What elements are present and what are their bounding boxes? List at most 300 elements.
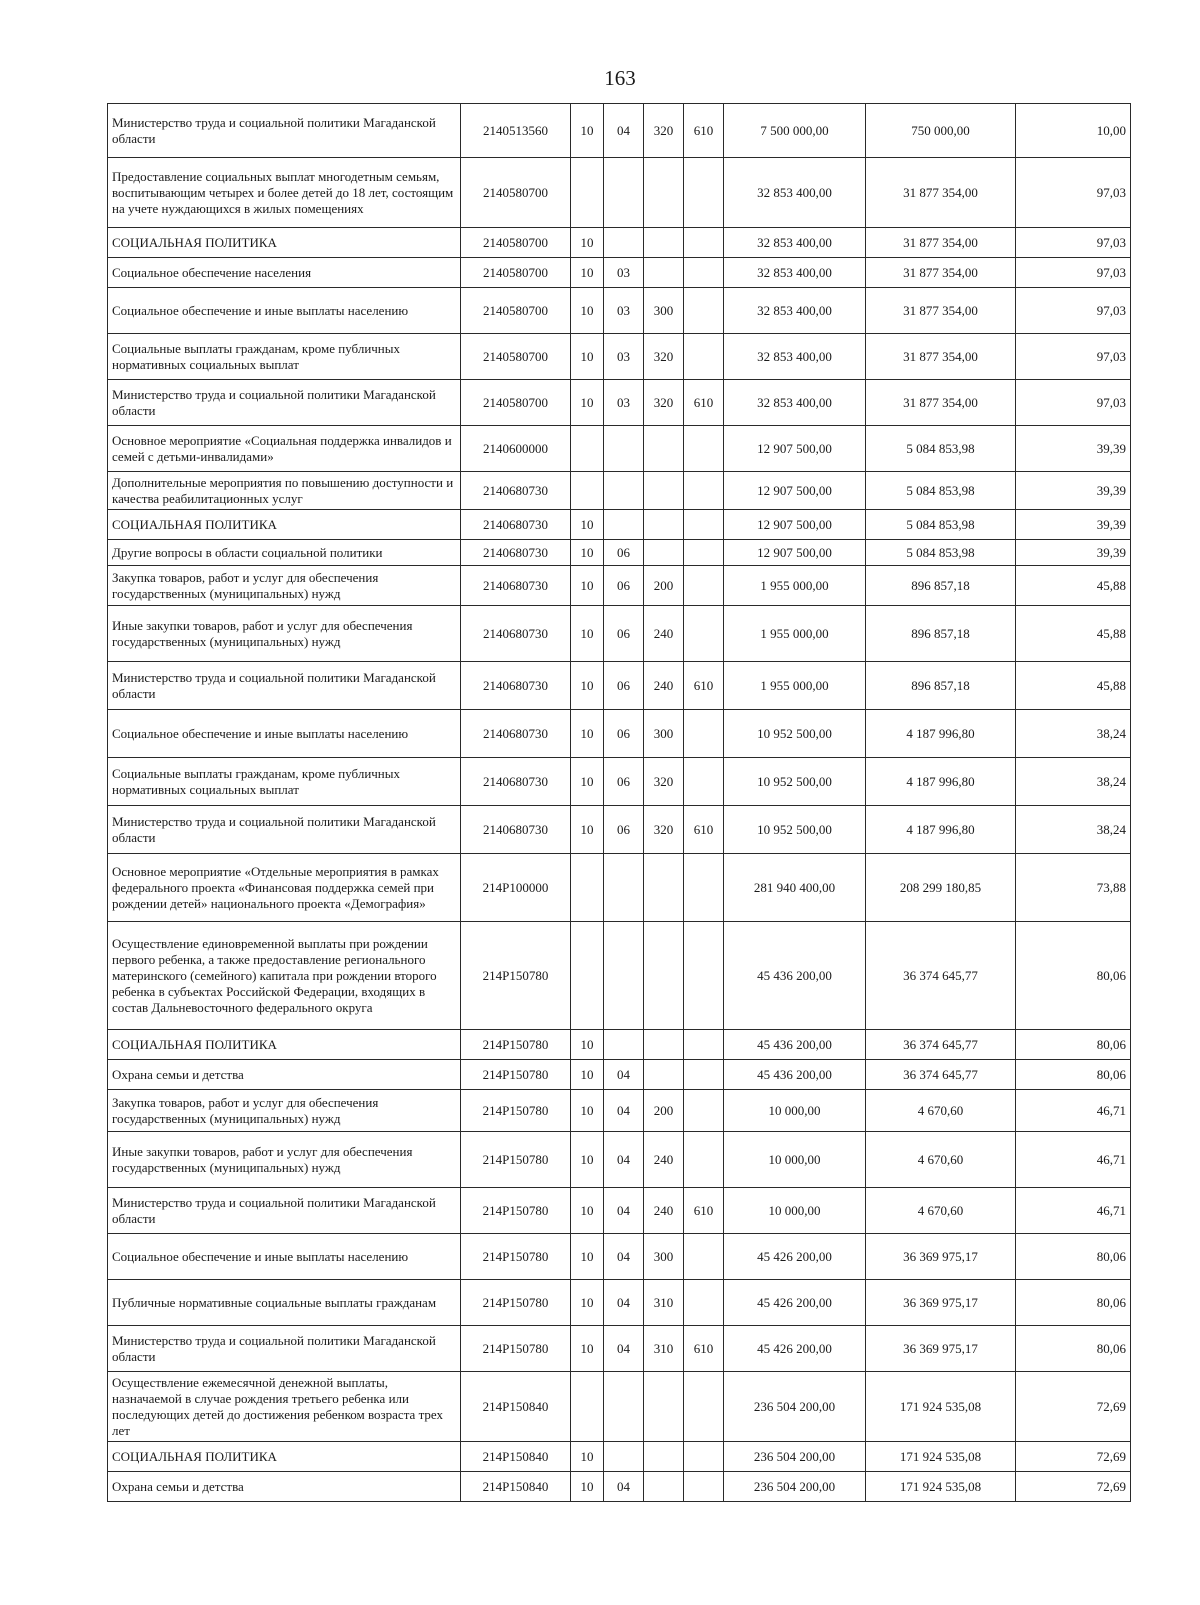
cell-name: СОЦИАЛЬНАЯ ПОЛИТИКА	[108, 228, 461, 258]
cell-pct: 80,06	[1016, 1234, 1131, 1280]
cell-vr	[644, 1060, 684, 1090]
cell-pct: 10,00	[1016, 104, 1131, 158]
cell-code: 2140580700	[461, 158, 571, 228]
cell-plan: 12 907 500,00	[724, 510, 866, 540]
cell-pr: 03	[604, 288, 644, 334]
cell-pr: 06	[604, 540, 644, 566]
cell-fact: 36 374 645,77	[866, 1060, 1016, 1090]
cell-pr: 06	[604, 758, 644, 806]
cell-pct: 38,24	[1016, 758, 1131, 806]
cell-pr	[604, 1442, 644, 1472]
cell-pct: 45,88	[1016, 606, 1131, 662]
cell-code: 2140580700	[461, 288, 571, 334]
cell-grbs	[684, 606, 724, 662]
cell-rz	[571, 1372, 604, 1442]
table-row	[108, 922, 1131, 1030]
cell-code: 214P150780	[461, 1060, 571, 1090]
table-row	[108, 1234, 1131, 1280]
cell-code: 214P150780	[461, 1326, 571, 1372]
cell-pct: 97,03	[1016, 158, 1131, 228]
cell-fact: 4 670,60	[866, 1090, 1016, 1132]
cell-plan: 236 504 200,00	[724, 1372, 866, 1442]
cell-grbs	[684, 1234, 724, 1280]
cell-plan: 45 426 200,00	[724, 1234, 866, 1280]
cell-vr	[644, 228, 684, 258]
cell-pr: 04	[604, 1234, 644, 1280]
cell-plan: 10 000,00	[724, 1132, 866, 1188]
cell-fact: 4 187 996,80	[866, 710, 1016, 758]
cell-pct: 39,39	[1016, 510, 1131, 540]
cell-vr	[644, 1030, 684, 1060]
cell-rz: 10	[571, 258, 604, 288]
cell-pr: 04	[604, 1280, 644, 1326]
cell-vr: 320	[644, 806, 684, 854]
table-row	[108, 472, 1131, 510]
cell-rz: 10	[571, 1280, 604, 1326]
cell-rz: 10	[571, 1442, 604, 1472]
cell-plan: 10 952 500,00	[724, 710, 866, 758]
cell-name: СОЦИАЛЬНАЯ ПОЛИТИКА	[108, 510, 461, 540]
table-row	[108, 334, 1131, 380]
cell-vr: 300	[644, 1234, 684, 1280]
cell-pct: 46,71	[1016, 1090, 1131, 1132]
cell-fact: 5 084 853,98	[866, 510, 1016, 540]
cell-grbs: 610	[684, 1188, 724, 1234]
cell-pct: 73,88	[1016, 854, 1131, 922]
cell-pr: 03	[604, 380, 644, 426]
table-row	[108, 662, 1131, 710]
cell-name: Иные закупки товаров, работ и услуг для обеспечения государственных (муниципальных) нужд	[108, 1132, 461, 1188]
cell-name: Социальное обеспечение населения	[108, 258, 461, 288]
cell-pct: 97,03	[1016, 228, 1131, 258]
cell-rz: 10	[571, 1060, 604, 1090]
cell-fact: 5 084 853,98	[866, 426, 1016, 472]
cell-rz: 10	[571, 1030, 604, 1060]
cell-plan: 12 907 500,00	[724, 426, 866, 472]
cell-pr	[604, 472, 644, 510]
cell-plan: 45 436 200,00	[724, 1030, 866, 1060]
table-row	[108, 710, 1131, 758]
cell-grbs	[684, 1060, 724, 1090]
cell-rz: 10	[571, 1188, 604, 1234]
cell-vr: 200	[644, 566, 684, 606]
cell-pct: 38,24	[1016, 710, 1131, 758]
cell-pct: 39,39	[1016, 426, 1131, 472]
cell-name: Закупка товаров, работ и услуг для обеспечения государственных (муниципальных) нужд	[108, 1090, 461, 1132]
cell-vr: 240	[644, 1132, 684, 1188]
cell-fact: 171 924 535,08	[866, 1442, 1016, 1472]
cell-rz: 10	[571, 1472, 604, 1502]
table-row	[108, 1030, 1131, 1060]
cell-rz: 10	[571, 228, 604, 258]
cell-fact: 31 877 354,00	[866, 288, 1016, 334]
cell-plan: 10 952 500,00	[724, 758, 866, 806]
cell-name: Публичные нормативные социальные выплаты гражданам	[108, 1280, 461, 1326]
cell-pr: 04	[604, 1132, 644, 1188]
cell-name: Иные закупки товаров, работ и услуг для обеспечения государственных (муниципальных) нужд	[108, 606, 461, 662]
cell-fact: 208 299 180,85	[866, 854, 1016, 922]
cell-fact: 171 924 535,08	[866, 1472, 1016, 1502]
cell-code: 214P150780	[461, 1090, 571, 1132]
cell-pr	[604, 854, 644, 922]
cell-pr: 06	[604, 606, 644, 662]
cell-fact: 5 084 853,98	[866, 540, 1016, 566]
table-row	[108, 854, 1131, 922]
cell-code: 2140513560	[461, 104, 571, 158]
cell-pct: 80,06	[1016, 1280, 1131, 1326]
cell-vr	[644, 472, 684, 510]
cell-code: 2140600000	[461, 426, 571, 472]
table-row	[108, 1188, 1131, 1234]
cell-plan: 45 436 200,00	[724, 922, 866, 1030]
cell-fact: 36 369 975,17	[866, 1280, 1016, 1326]
cell-rz: 10	[571, 662, 604, 710]
cell-pct: 97,03	[1016, 258, 1131, 288]
cell-grbs	[684, 758, 724, 806]
cell-pct: 45,88	[1016, 566, 1131, 606]
cell-pr: 06	[604, 710, 644, 758]
cell-fact: 4 670,60	[866, 1188, 1016, 1234]
cell-plan: 12 907 500,00	[724, 472, 866, 510]
cell-pr: 06	[604, 662, 644, 710]
cell-plan: 32 853 400,00	[724, 228, 866, 258]
cell-code: 214P150780	[461, 922, 571, 1030]
cell-name: СОЦИАЛЬНАЯ ПОЛИТИКА	[108, 1030, 461, 1060]
table-row	[108, 540, 1131, 566]
table-body	[108, 104, 1131, 1502]
cell-code: 214P150840	[461, 1472, 571, 1502]
cell-rz: 10	[571, 1090, 604, 1132]
cell-vr: 310	[644, 1280, 684, 1326]
cell-pct: 39,39	[1016, 540, 1131, 566]
cell-pr	[604, 158, 644, 228]
cell-name: Министерство труда и социальной политики Магаданской области	[108, 1188, 461, 1234]
cell-code: 2140680730	[461, 510, 571, 540]
cell-pct: 80,06	[1016, 1060, 1131, 1090]
cell-vr: 200	[644, 1090, 684, 1132]
cell-vr: 300	[644, 288, 684, 334]
cell-grbs: 610	[684, 662, 724, 710]
cell-pr: 04	[604, 1090, 644, 1132]
cell-code: 2140680730	[461, 806, 571, 854]
cell-fact: 4 187 996,80	[866, 758, 1016, 806]
cell-name: Дополнительные мероприятия по повышению доступности и качества реабилитационных услуг	[108, 472, 461, 510]
cell-vr	[644, 1372, 684, 1442]
cell-name: Министерство труда и социальной политики Магаданской области	[108, 380, 461, 426]
cell-vr	[644, 1472, 684, 1502]
cell-fact: 36 374 645,77	[866, 1030, 1016, 1060]
cell-pct: 46,71	[1016, 1188, 1131, 1234]
cell-code: 2140580700	[461, 334, 571, 380]
cell-name: Охрана семьи и детства	[108, 1472, 461, 1502]
cell-grbs	[684, 1090, 724, 1132]
cell-plan: 236 504 200,00	[724, 1442, 866, 1472]
cell-rz	[571, 472, 604, 510]
cell-vr: 240	[644, 606, 684, 662]
cell-rz: 10	[571, 334, 604, 380]
cell-fact: 896 857,18	[866, 566, 1016, 606]
cell-code: 214P150780	[461, 1030, 571, 1060]
cell-code: 2140680730	[461, 758, 571, 806]
cell-pct: 46,71	[1016, 1132, 1131, 1188]
cell-grbs	[684, 334, 724, 380]
cell-code: 214P150780	[461, 1132, 571, 1188]
cell-pct: 39,39	[1016, 472, 1131, 510]
cell-grbs	[684, 1372, 724, 1442]
cell-rz: 10	[571, 1326, 604, 1372]
cell-rz: 10	[571, 606, 604, 662]
cell-plan: 32 853 400,00	[724, 158, 866, 228]
cell-fact: 31 877 354,00	[866, 228, 1016, 258]
table-row	[108, 510, 1131, 540]
cell-grbs	[684, 1030, 724, 1060]
cell-grbs	[684, 510, 724, 540]
cell-pr: 03	[604, 334, 644, 380]
cell-plan: 1 955 000,00	[724, 566, 866, 606]
cell-pr: 04	[604, 1060, 644, 1090]
table-row	[108, 1442, 1131, 1472]
cell-fact: 31 877 354,00	[866, 380, 1016, 426]
cell-pct: 38,24	[1016, 806, 1131, 854]
cell-pct: 80,06	[1016, 1030, 1131, 1060]
cell-name: СОЦИАЛЬНАЯ ПОЛИТИКА	[108, 1442, 461, 1472]
cell-name: Социальное обеспечение и иные выплаты населению	[108, 1234, 461, 1280]
cell-pr	[604, 228, 644, 258]
cell-grbs	[684, 288, 724, 334]
cell-fact: 4 670,60	[866, 1132, 1016, 1188]
cell-name: Министерство труда и социальной политики Магаданской области	[108, 662, 461, 710]
table-row	[108, 426, 1131, 472]
cell-name: Осуществление единовременной выплаты при рождении первого ребенка, а также предоставление регионального материнского (семейного) капитала при рождении второго ребенка в субъектах Российской Федерации, входящих в состав Дальневосточного федерального округа	[108, 922, 461, 1030]
cell-name: Министерство труда и социальной политики Магаданской области	[108, 1326, 461, 1372]
cell-plan: 32 853 400,00	[724, 258, 866, 288]
cell-code: 214P150840	[461, 1372, 571, 1442]
cell-name: Осуществление ежемесячной денежной выплаты, назначаемой в случае рождения третьего ребенка или последующих детей до достижения ребенком возраста трех лет	[108, 1372, 461, 1442]
cell-rz: 10	[571, 1132, 604, 1188]
cell-grbs	[684, 854, 724, 922]
cell-grbs	[684, 158, 724, 228]
table-row	[108, 158, 1131, 228]
cell-code: 214P150780	[461, 1188, 571, 1234]
cell-code: 2140680730	[461, 540, 571, 566]
cell-plan: 32 853 400,00	[724, 334, 866, 380]
table-row	[108, 258, 1131, 288]
cell-name: Охрана семьи и детства	[108, 1060, 461, 1090]
cell-plan: 10 000,00	[724, 1090, 866, 1132]
cell-rz: 10	[571, 104, 604, 158]
cell-code: 2140580700	[461, 228, 571, 258]
cell-plan: 281 940 400,00	[724, 854, 866, 922]
cell-vr	[644, 258, 684, 288]
cell-name: Социальное обеспечение и иные выплаты населению	[108, 288, 461, 334]
cell-vr: 320	[644, 758, 684, 806]
cell-plan: 7 500 000,00	[724, 104, 866, 158]
cell-name: Основное мероприятие «Социальная поддержка инвалидов и семей с детьми-инвалидами»	[108, 426, 461, 472]
cell-fact: 36 374 645,77	[866, 922, 1016, 1030]
cell-fact: 31 877 354,00	[866, 334, 1016, 380]
cell-pr: 04	[604, 104, 644, 158]
table-row	[108, 1090, 1131, 1132]
cell-code: 214P150780	[461, 1234, 571, 1280]
cell-vr: 320	[644, 104, 684, 158]
cell-plan: 10 000,00	[724, 1188, 866, 1234]
cell-pct: 97,03	[1016, 380, 1131, 426]
cell-pct: 97,03	[1016, 288, 1131, 334]
cell-vr	[644, 510, 684, 540]
table-row	[108, 566, 1131, 606]
cell-pr	[604, 1372, 644, 1442]
cell-grbs	[684, 426, 724, 472]
cell-vr: 310	[644, 1326, 684, 1372]
cell-plan: 45 436 200,00	[724, 1060, 866, 1090]
table-row	[108, 758, 1131, 806]
cell-fact: 896 857,18	[866, 606, 1016, 662]
cell-pr	[604, 1030, 644, 1060]
cell-pr	[604, 510, 644, 540]
cell-plan: 32 853 400,00	[724, 380, 866, 426]
cell-grbs	[684, 1442, 724, 1472]
table-row	[108, 606, 1131, 662]
cell-code: 2140580700	[461, 258, 571, 288]
cell-pr: 04	[604, 1326, 644, 1372]
cell-pct: 80,06	[1016, 922, 1131, 1030]
cell-code: 214P150840	[461, 1442, 571, 1472]
table-row	[108, 288, 1131, 334]
table-row	[108, 104, 1131, 158]
cell-pr: 04	[604, 1472, 644, 1502]
cell-vr	[644, 1442, 684, 1472]
cell-grbs	[684, 258, 724, 288]
table-row	[108, 1280, 1131, 1326]
cell-rz: 10	[571, 806, 604, 854]
cell-name: Основное мероприятие «Отдельные мероприятия в рамках федерального проекта «Финансовая поддержка семей при рождении детей» национального проекта «Демография»	[108, 854, 461, 922]
cell-vr	[644, 158, 684, 228]
cell-grbs	[684, 1132, 724, 1188]
cell-rz	[571, 854, 604, 922]
budget-table	[107, 103, 1131, 1502]
cell-name: Министерство труда и социальной политики Магаданской области	[108, 806, 461, 854]
cell-grbs	[684, 1280, 724, 1326]
cell-rz: 10	[571, 758, 604, 806]
cell-grbs	[684, 710, 724, 758]
cell-pr: 06	[604, 806, 644, 854]
cell-code: 2140680730	[461, 710, 571, 758]
cell-fact: 36 369 975,17	[866, 1234, 1016, 1280]
cell-rz	[571, 426, 604, 472]
cell-code: 2140680730	[461, 566, 571, 606]
cell-name: Министерство труда и социальной политики Магаданской области	[108, 104, 461, 158]
cell-fact: 4 187 996,80	[866, 806, 1016, 854]
cell-pct: 72,69	[1016, 1372, 1131, 1442]
cell-rz	[571, 922, 604, 1030]
cell-code: 2140580700	[461, 380, 571, 426]
cell-plan: 45 426 200,00	[724, 1280, 866, 1326]
cell-grbs	[684, 472, 724, 510]
cell-pct: 72,69	[1016, 1442, 1131, 1472]
cell-pct: 80,06	[1016, 1326, 1131, 1372]
cell-fact: 31 877 354,00	[866, 258, 1016, 288]
cell-rz: 10	[571, 710, 604, 758]
cell-plan: 32 853 400,00	[724, 288, 866, 334]
cell-code: 2140680730	[461, 606, 571, 662]
cell-plan: 1 955 000,00	[724, 606, 866, 662]
cell-code: 214P100000	[461, 854, 571, 922]
cell-vr: 240	[644, 1188, 684, 1234]
cell-vr	[644, 854, 684, 922]
cell-grbs: 610	[684, 380, 724, 426]
cell-name: Другие вопросы в области социальной политики	[108, 540, 461, 566]
cell-fact: 5 084 853,98	[866, 472, 1016, 510]
cell-plan: 10 952 500,00	[724, 806, 866, 854]
cell-pr	[604, 922, 644, 1030]
cell-code: 2140680730	[461, 472, 571, 510]
cell-grbs: 610	[684, 1326, 724, 1372]
cell-plan: 45 426 200,00	[724, 1326, 866, 1372]
cell-rz: 10	[571, 566, 604, 606]
cell-fact: 31 877 354,00	[866, 158, 1016, 228]
cell-plan: 236 504 200,00	[724, 1472, 866, 1502]
cell-vr: 320	[644, 380, 684, 426]
cell-grbs	[684, 922, 724, 1030]
cell-pct: 72,69	[1016, 1472, 1131, 1502]
cell-grbs	[684, 566, 724, 606]
cell-pr	[604, 426, 644, 472]
cell-name: Социальное обеспечение и иные выплаты населению	[108, 710, 461, 758]
cell-grbs	[684, 228, 724, 258]
cell-rz: 10	[571, 380, 604, 426]
cell-vr	[644, 540, 684, 566]
table-row	[108, 1326, 1131, 1372]
cell-fact: 36 369 975,17	[866, 1326, 1016, 1372]
cell-rz: 10	[571, 540, 604, 566]
cell-pct: 45,88	[1016, 662, 1131, 710]
cell-grbs	[684, 1472, 724, 1502]
cell-fact: 896 857,18	[866, 662, 1016, 710]
table-row	[108, 228, 1131, 258]
table-row	[108, 1372, 1131, 1442]
table-row	[108, 1472, 1131, 1502]
cell-plan: 1 955 000,00	[724, 662, 866, 710]
cell-name: Социальные выплаты гражданам, кроме публичных нормативных социальных выплат	[108, 334, 461, 380]
cell-grbs	[684, 540, 724, 566]
cell-name: Социальные выплаты гражданам, кроме публичных нормативных социальных выплат	[108, 758, 461, 806]
cell-fact: 750 000,00	[866, 104, 1016, 158]
cell-pr: 03	[604, 258, 644, 288]
cell-vr: 240	[644, 662, 684, 710]
cell-plan: 12 907 500,00	[724, 540, 866, 566]
cell-fact: 171 924 535,08	[866, 1372, 1016, 1442]
cell-name: Предоставление социальных выплат многодетным семьям, воспитывающим четырех и более детей до 18 лет, состоящим на учете нуждающихся в жилых помещениях	[108, 158, 461, 228]
cell-vr	[644, 922, 684, 1030]
cell-vr: 320	[644, 334, 684, 380]
cell-vr	[644, 426, 684, 472]
page-number: 163	[604, 66, 636, 90]
cell-code: 2140680730	[461, 662, 571, 710]
cell-code: 214P150780	[461, 1280, 571, 1326]
cell-rz: 10	[571, 510, 604, 540]
table-row	[108, 1132, 1131, 1188]
cell-pr: 06	[604, 566, 644, 606]
cell-rz: 10	[571, 288, 604, 334]
cell-pct: 97,03	[1016, 334, 1131, 380]
cell-vr: 300	[644, 710, 684, 758]
cell-name: Закупка товаров, работ и услуг для обеспечения государственных (муниципальных) нужд	[108, 566, 461, 606]
table-row	[108, 806, 1131, 854]
table-row	[108, 1060, 1131, 1090]
table-row	[108, 380, 1131, 426]
cell-grbs: 610	[684, 806, 724, 854]
cell-grbs: 610	[684, 104, 724, 158]
